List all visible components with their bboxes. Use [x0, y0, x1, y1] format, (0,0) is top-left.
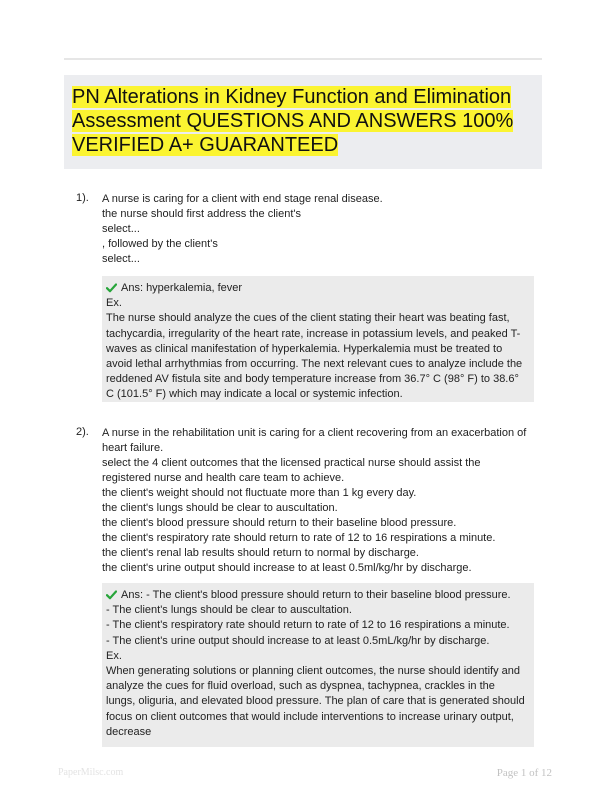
question-line: , followed by the client's	[102, 238, 218, 250]
check-icon	[106, 588, 118, 603]
question-line: the client's respiratory rate should return to rate of 12 to 16 respirations a minute.	[102, 532, 496, 544]
answer-explanation-label: Ex.	[106, 297, 122, 310]
document-title: PN Alterations in Kidney Function and Elimination Assessment QUESTIONS AND ANSWERS 100% VERIFIED A+ GUARANTEED	[72, 86, 514, 156]
answer-explanation: The nurse should analyze the cues of the client stating their heart was beating fast, tachycardia, irregularity of the heart rate, increase in potassium levels, and peaked T-waves as clinical manifestation of hyperkalemia. Hyperkalemia must be treated to avoid lethal arrhythmias from occurring. The next relevant cues to analyze include the reddened AV fistula site and body temperature increase from 36.7° C (98° F) to 38.6° C (101.5° F) which may indicate a local or systemic infection.	[106, 312, 523, 401]
check-icon	[106, 281, 118, 296]
answer-text: Ans: - The client's blood pressure should return to their baseline blood pressure.	[121, 589, 511, 601]
question-line: select...	[102, 253, 140, 265]
question-line: select...	[102, 223, 140, 235]
question-line: A nurse in the rehabilitation unit is caring for a client recovering from an exacerbation of heart failure.	[102, 427, 527, 454]
question-line: the nurse should first address the client's	[102, 208, 301, 220]
watermark: PaperMilsc.com	[58, 767, 124, 778]
answer-line: - The client's urine output should increase to at least 0.5mL/kg/hr by discharge.	[106, 634, 490, 647]
answer-text: Ans: hyperkalemia, fever	[121, 282, 243, 294]
question-text	[102, 426, 530, 576]
question-line: A nurse is caring for a client with end stage renal disease.	[102, 193, 383, 205]
answer-box	[102, 276, 534, 402]
document-title-box	[64, 75, 542, 169]
question-text	[102, 192, 530, 267]
top-divider	[64, 58, 542, 60]
question-line: select the 4 client outcomes that the licensed practical nurse should assist the registered nurse and health care team to achieve.	[102, 457, 481, 484]
question-line: the client's weight should not fluctuate more than 1 kg every day.	[102, 487, 417, 499]
question-line: the client's blood pressure should return to their baseline blood pressure.	[102, 517, 457, 529]
answer-box	[102, 583, 534, 747]
answer-explanation: When generating solutions or planning client outcomes, the nurse should identify and analyze the cues for fluid overload, such as dyspnea, tachypnea, crackles in the lungs, oliguria, and elevated blood pressure. The plan of care that is generated should focus on client outcomes that would include interventions to increase urinary output, decrease	[106, 665, 525, 738]
question-line: the client's urine output should increase to at least 0.5ml/kg/hr by discharge.	[102, 562, 472, 574]
question-line: the client's lungs should be clear to auscultation.	[102, 502, 338, 514]
answer-line: - The client's lungs should be clear to auscultation.	[106, 604, 352, 617]
question-number: 2).	[76, 426, 89, 438]
question-line: the client's renal lab results should return to normal by discharge.	[102, 547, 419, 559]
page-number: Page 1 of 12	[496, 767, 552, 779]
question-number: 1).	[76, 192, 89, 204]
answer-explanation-label: Ex.	[106, 649, 122, 662]
answer-line: - The client's respiratory rate should return to rate of 12 to 16 respirations a minute.	[106, 619, 510, 632]
